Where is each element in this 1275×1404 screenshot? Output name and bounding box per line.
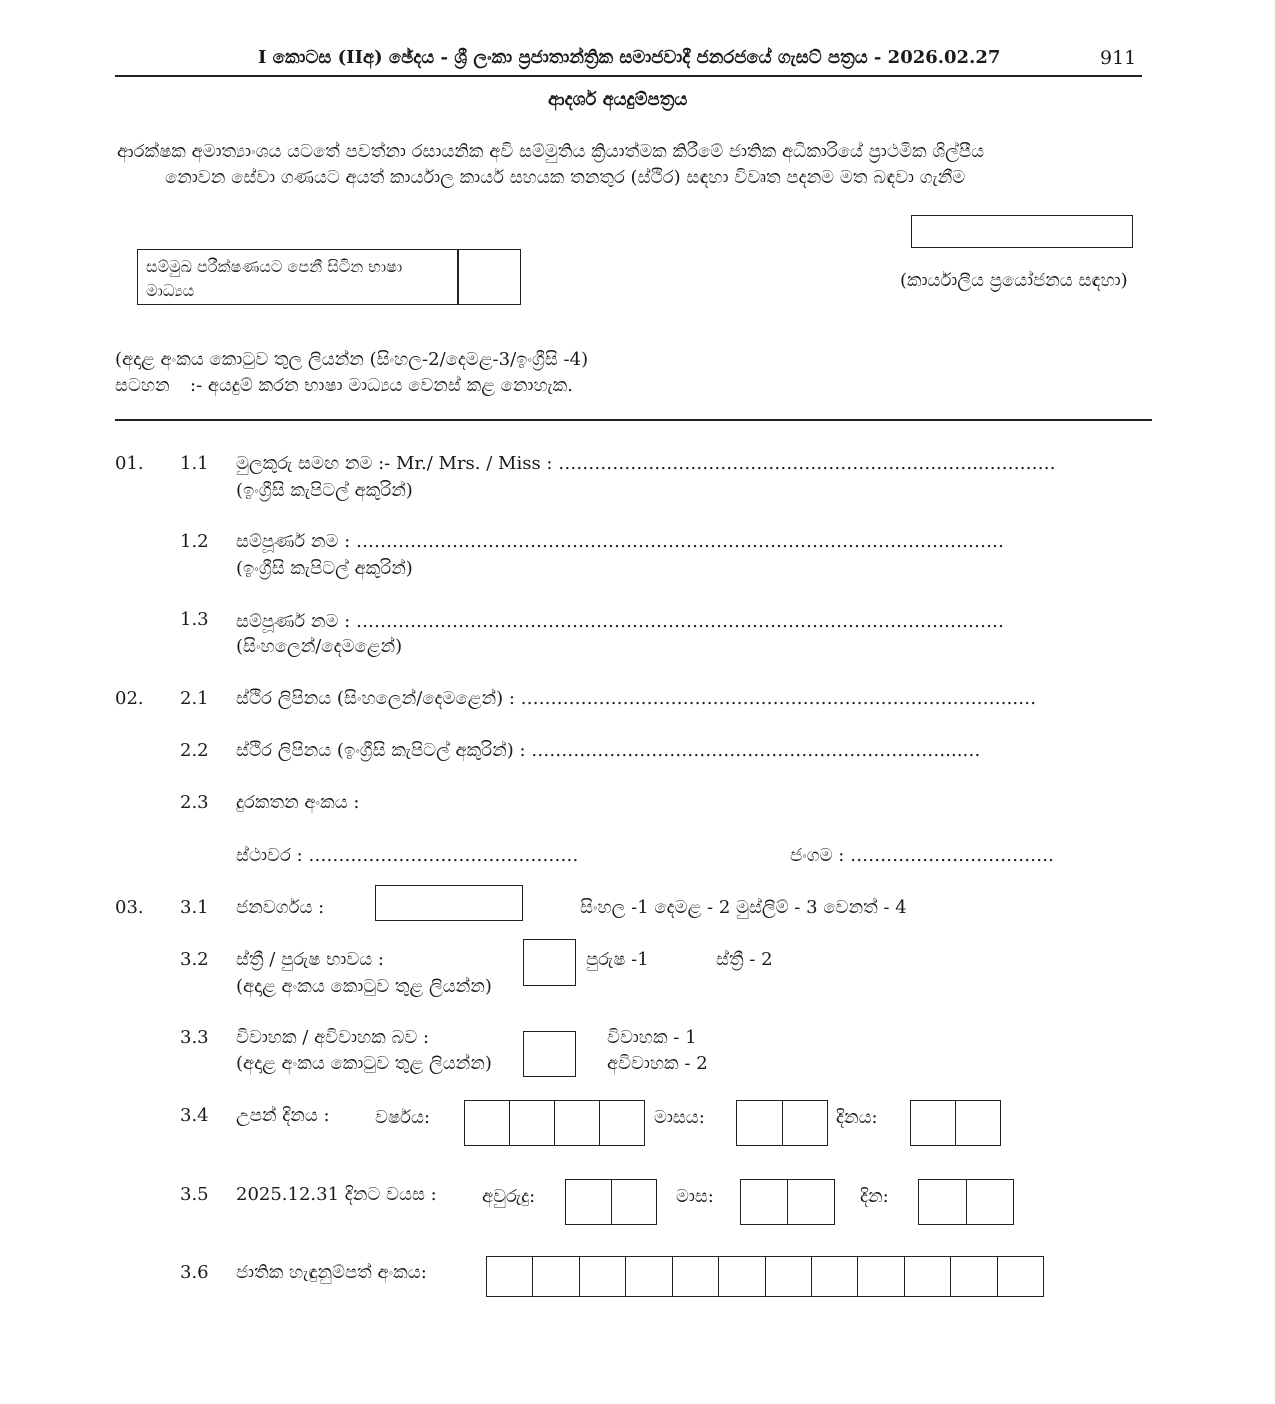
phone-label: දුරකතන අංකය : bbox=[236, 792, 360, 813]
item-1-3-number: 1.3 bbox=[180, 609, 209, 630]
marital-input[interactable] bbox=[523, 1031, 576, 1077]
item-2-3-number: 2.3 bbox=[180, 792, 209, 813]
phone-fixed-field[interactable]: ස්ථාවර : ……………………………………… bbox=[236, 845, 579, 866]
subtitle-line-2: නොවන සේවා ගණයට අයත් කාර්යාල කාර්ය සහයක තනතුර (ස්ථිර) සඳහා විවෘත පදනම මත බඳවා ගැනීම bbox=[165, 167, 966, 188]
item-1-3-hint: (සිංහලෙන්/දෙමළෙන්) bbox=[236, 636, 403, 657]
age-days-input[interactable] bbox=[918, 1179, 1014, 1225]
item-3-1-number: 3.1 bbox=[180, 897, 209, 918]
section-rule bbox=[115, 419, 1152, 421]
gender-option-female: ස්ත්‍රී - 2 bbox=[716, 949, 773, 970]
dob-year-label: වර්ෂය: bbox=[375, 1107, 431, 1128]
medium-box-frame bbox=[137, 249, 521, 305]
age-years-input[interactable] bbox=[565, 1179, 657, 1225]
page-number: 911 bbox=[1100, 47, 1137, 69]
marital-label: විවාහක / අවිවාහක බව : bbox=[236, 1027, 430, 1048]
item-3-6-number: 3.6 bbox=[180, 1262, 209, 1283]
dob-month-label: මාසය: bbox=[654, 1107, 705, 1128]
dob-label: උපන් දිනය : bbox=[236, 1105, 330, 1126]
age-label: 2025.12.31 දිනට වයස : bbox=[236, 1184, 437, 1205]
full-name-sinhala-field[interactable]: සම්පූර්ණ නම : ……………………………………………………………………………………………… bbox=[236, 611, 1004, 632]
nic-input[interactable] bbox=[486, 1256, 1044, 1297]
medium-box-label-1: සම්මුඛ පරීක්ෂණයට පෙනී සිටින භාෂා bbox=[146, 257, 403, 276]
medium-box-input[interactable] bbox=[457, 250, 459, 304]
item-2-1-number: 2.1 bbox=[180, 688, 209, 709]
full-name-english-field[interactable]: සම්පූර්ණ නම : ……………………………………………………………………………………………… bbox=[236, 531, 1004, 552]
item-1-2-hint: (ඉංග්‍රීසි කැපිටල් අකුරින්) bbox=[236, 558, 413, 579]
form-title: ආදර්ශ අයදුම්පත්‍රය bbox=[548, 89, 688, 110]
address-english-field[interactable]: ස්ථිර ලිපිනය (ඉංග්‍රීසි කැපිටල් අකුරින්) : ……………………………………………………………...… bbox=[236, 740, 981, 761]
age-months-input[interactable] bbox=[740, 1179, 835, 1225]
note-text: :- අයදුම් කරන භාෂා මාධ්‍යය වෙනස් කළ නොහැක. bbox=[190, 375, 573, 396]
marital-option-unmarried: අවිවාහක - 2 bbox=[607, 1053, 708, 1074]
marital-option-married: විවාහක - 1 bbox=[607, 1027, 697, 1048]
item-3-3-number: 3.3 bbox=[180, 1027, 209, 1048]
ethnicity-label: ජනවර්ගය : bbox=[236, 897, 325, 918]
section-03-number: 03. bbox=[115, 897, 144, 918]
item-3-5-number: 3.5 bbox=[180, 1184, 209, 1205]
item-3-4-number: 3.4 bbox=[180, 1105, 209, 1126]
address-sinhala-field[interactable]: ස්ථිර ලිපිනය (සිංහලෙන්/දෙමළෙන්) : ………………………………………………………………………..… bbox=[236, 688, 1037, 709]
office-use-label: (කාර්යාලීය ප්‍රයෝජනය සඳහා) bbox=[900, 270, 1128, 291]
item-1-1-hint: (ඉංග්‍රීසි කැපිටල් අකුරින්) bbox=[236, 480, 413, 501]
item-3-2-number: 3.2 bbox=[180, 949, 209, 970]
note-line-1: (අදාළ අංකය කොටුව තුල ලියන්න (සිංහල-2/දෙමළ-3/ඉංග්‍රීසි -4) bbox=[115, 349, 589, 370]
subtitle-line-1: ආරක්ෂක අමාත්‍යාංශය යටතේ පවත්නා රසායනික අවි සම්මුතිය ක්‍රියාත්මක කිරීමේ ජාතික අධිකාරියේ ප්‍රාථමික ශිල්පීය bbox=[117, 141, 985, 162]
item-1-2-number: 1.2 bbox=[180, 531, 209, 552]
phone-mobile-field[interactable]: ජංගම : ……………………………. bbox=[790, 845, 1054, 866]
item-1-1-number: 1.1 bbox=[180, 453, 209, 474]
header-title: I කොටස (IIඅ) ඡේදය - ශ්‍රී ලංකා ප්‍රජාතාන්ත්‍රික සමාජවාදී ජනරජයේ ගැසට් පත්‍රය - 2026.02.27 bbox=[258, 47, 1001, 68]
age-months-label: මාස: bbox=[676, 1186, 714, 1207]
header-rule bbox=[115, 75, 1142, 77]
item-2-2-number: 2.2 bbox=[180, 740, 209, 761]
medium-box-label-2: මාධ්‍යය bbox=[146, 281, 195, 300]
gender-label: ස්ත්‍රී / පුරුෂ භාවය : bbox=[236, 949, 384, 970]
section-02-number: 02. bbox=[115, 688, 144, 709]
marital-hint: (අදාළ අංකය කොටුව තුළ ලියන්න) bbox=[236, 1053, 492, 1074]
ethnicity-options: සිංහල -1 දෙමළ - 2 මුස්ලිම් - 3 වෙනත් - 4 bbox=[580, 897, 907, 918]
office-use-box[interactable] bbox=[911, 215, 1133, 248]
gender-option-male: පුරුෂ -1 bbox=[586, 949, 649, 970]
dob-day-label: දිනය: bbox=[836, 1107, 878, 1128]
note-label: සටහන bbox=[115, 375, 170, 396]
gender-hint: (අදාළ අංකය කොටුව තුළ ලියන්න) bbox=[236, 976, 492, 997]
age-days-label: දින: bbox=[860, 1186, 889, 1207]
nic-label: ජාතික හැඳුනුම්පත් අංකය: bbox=[236, 1262, 427, 1283]
dob-day-input[interactable] bbox=[910, 1100, 1001, 1146]
initials-name-field[interactable]: මුලකුරු සමඟ නම :- Mr./ Mrs. / Miss : ……………………………………………………………..………… bbox=[236, 453, 1056, 474]
ethnicity-input[interactable] bbox=[375, 885, 523, 921]
dob-year-input[interactable] bbox=[464, 1100, 645, 1146]
section-01-number: 01. bbox=[115, 453, 144, 474]
age-years-label: අවුරුදු: bbox=[482, 1186, 536, 1207]
dob-month-input[interactable] bbox=[736, 1100, 828, 1146]
gender-input[interactable] bbox=[523, 939, 576, 986]
